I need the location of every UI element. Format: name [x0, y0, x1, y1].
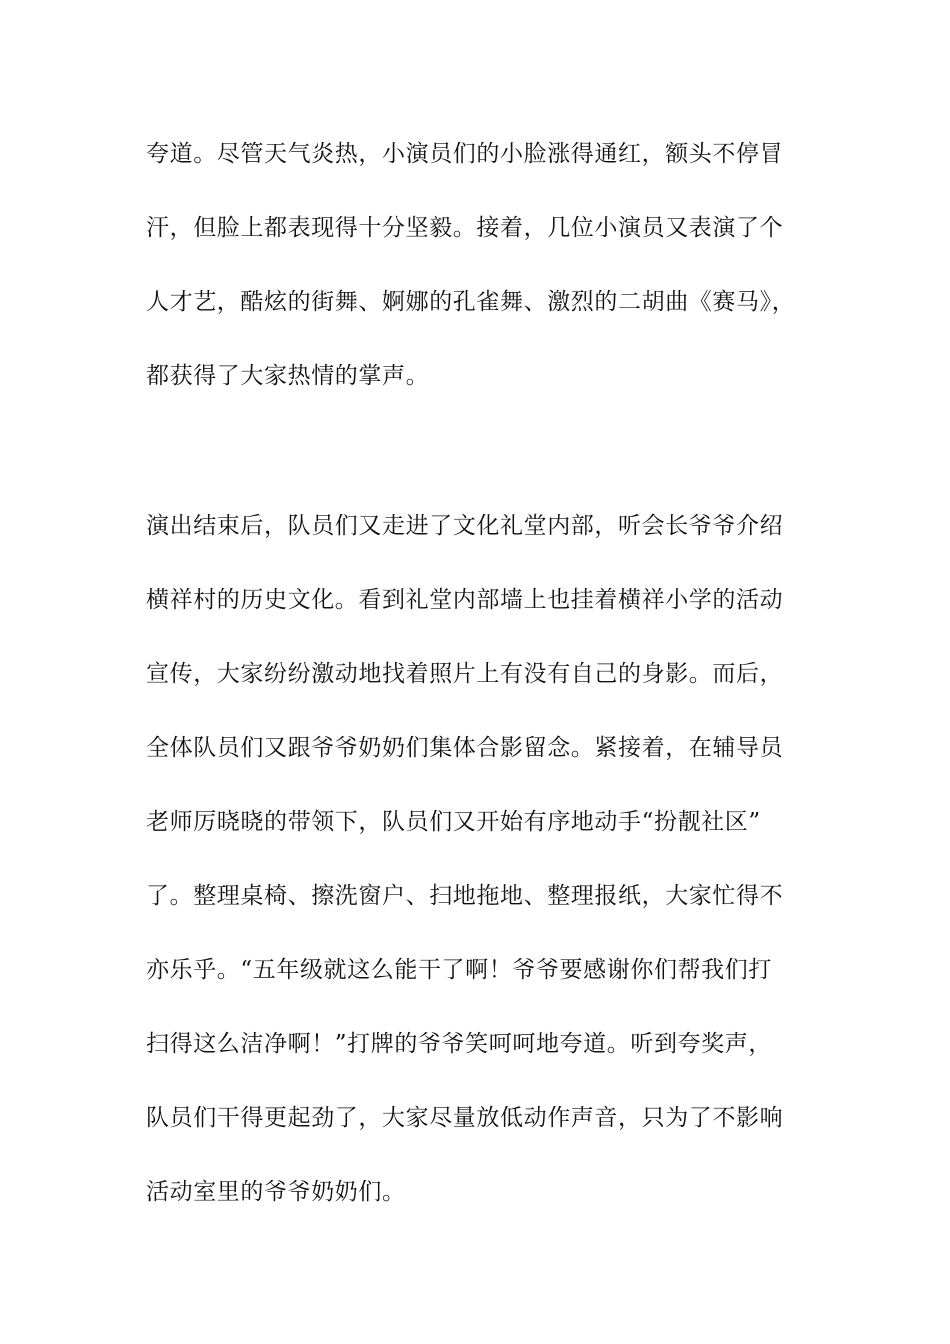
text-line: 汗，但脸上都表现得十分坚毅。接着，几位小演员又表演了个 — [146, 215, 784, 241]
text-line: 亦乐乎。“五年级就这么能干了啊！爷爷要感谢你们帮我们打 — [146, 957, 772, 983]
text-line: 活动室里的爷爷奶奶们。 — [146, 1179, 406, 1205]
paragraph-1 — [146, 142, 826, 438]
text-line: 扫得这么洁净啊！”打牌的爷爷笑呵呵地夸道。听到夸奖声， — [146, 1031, 772, 1057]
text-line: 了。整理桌椅、擦洗窗户、扫地拖地、整理报纸，大家忙得不 — [146, 883, 784, 909]
text-line: 人才艺，酷炫的街舞、婀娜的孔雀舞、激烈的二胡曲《赛马》， — [146, 289, 796, 315]
text-line: 夸道。尽管天气炎热，小演员们的小脸涨得通红，额头不停冒 — [146, 141, 784, 167]
text-line: 全体队员们又跟爷爷奶奶们集体合影留念。紧接着，在辅导员 — [146, 735, 784, 761]
paragraph-2 — [146, 514, 826, 1254]
text-line: 演出结束后，队员们又走进了文化礼堂内部，听会长爷爷介绍 — [146, 513, 784, 539]
text-line: 都获得了大家热情的掌声。 — [146, 363, 430, 389]
text-line: 横祥村的历史文化。看到礼堂内部墙上也挂着横祥小学的活动 — [146, 587, 784, 613]
text-line: 队员们干得更起劲了，大家尽量放低动作声音，只为了不影响 — [146, 1105, 784, 1131]
text-line: 老师厉晓晓的带领下，队员们又开始有序地动手“扮靓社区” — [146, 809, 761, 835]
text-line: 宣传，大家纷纷激动地找着照片上有没有自己的身影。而后， — [146, 661, 784, 687]
